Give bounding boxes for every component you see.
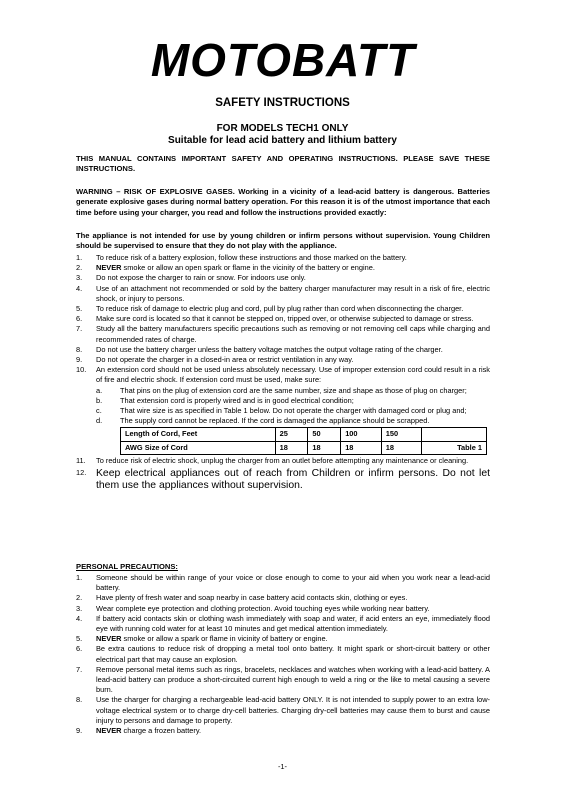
list-item [96, 416, 490, 426]
item-text [96, 644, 490, 664]
item-emphasis: NEVER [96, 726, 122, 736]
item-emphasis: NEVER [96, 263, 122, 273]
item-text [96, 263, 490, 273]
list-item [96, 406, 490, 416]
item-body: That wire size is as specified in Table 1 below. Do not operate the charger with damaged cord or plug and; [120, 406, 467, 416]
table-cell: 100 [341, 428, 382, 441]
item-text [96, 304, 490, 314]
item-number: 1. [76, 573, 83, 582]
item-text [96, 324, 490, 344]
suitable-subtitle: Suitable for lead acid battery and lithium battery [168, 135, 397, 146]
item-body: Make sure cord is located so that it cannot be stepped on, tripped over, or otherwise subjected to damage or stress. [96, 314, 474, 324]
item-body: charge a frozen battery. [121, 726, 202, 736]
item-number: 1. [76, 253, 83, 262]
table-cell: 150 [381, 428, 422, 441]
table-cell: 18 [381, 441, 422, 454]
manual-notice: THIS MANUAL CONTAINS IMPORTANT SAFETY AND OPERATING INSTRUCTIONS. PLEASE SAVE THESE INSTRUCTIONS. [76, 154, 490, 174]
item-body: Use of an attachment not recommended or sold by the battery charger manufacturer may result in a risk of fire, electric shock, or injury to persons. [96, 283, 490, 303]
item-text [120, 396, 490, 406]
item-number: c. [96, 406, 102, 416]
item-text [96, 365, 490, 385]
item-number: 6. [76, 644, 83, 654]
list-item [76, 665, 490, 696]
item-body: Have plenty of fresh water and soap nearby in case battery acid contacts skin, clothing or eyes. [96, 593, 408, 603]
item-text [120, 416, 490, 426]
item-body: Do not use the battery charger unless the battery voltage matches the output voltage rating of the charger. [96, 344, 443, 354]
list-item [76, 468, 490, 492]
list-item [76, 726, 490, 736]
item-text [96, 665, 490, 696]
table-cell [422, 428, 487, 441]
table-cell: Length of Cord, Feet [121, 428, 276, 441]
item-body: That extension cord is properly wired and is in good electrical condition; [120, 395, 354, 405]
item-body: To reduce risk of damage to electric plug and cord, pull by plug rather than cord when disconnecting the charger. [96, 304, 464, 314]
list-item [76, 604, 490, 614]
extension-cord-subitems [76, 386, 490, 427]
item-number: d. [96, 416, 103, 426]
item-text [96, 273, 490, 283]
item-body: smoke or allow a spark or flame in vicinity of battery or engine. [121, 634, 328, 644]
table-cell: 18 [308, 441, 341, 454]
item-number: 2. [76, 263, 83, 273]
table-cell: 18 [341, 441, 382, 454]
personal-precautions-list [76, 573, 490, 736]
item-body: Remove personal metal items such as rings, bracelets, necklaces and watches when working with a lead-acid battery. A lead-acid battery can produce a short-circuited current high enough to weld a ring or the like to metal causing a severe burn. [96, 664, 490, 695]
list-item [76, 253, 490, 263]
list-item [76, 304, 490, 314]
item-number: 11. [76, 455, 86, 465]
table-cell: 25 [275, 428, 308, 441]
table-row [121, 428, 487, 441]
item-text [120, 406, 490, 416]
item-text [96, 614, 490, 634]
item-text [96, 726, 490, 736]
item-text [96, 634, 490, 644]
item-body: Someone should be within range of your voice or close enough to come to your aid when you work near a lead-acid battery. [96, 573, 490, 593]
item-body: smoke or allow an open spark or flame in the vicinity of the battery or engine. [121, 263, 375, 273]
item-text [96, 314, 490, 324]
cord-table [120, 427, 487, 454]
list-item [76, 634, 490, 644]
item-text [96, 284, 490, 304]
item-number: 5. [76, 304, 83, 314]
item-number: 4. [76, 613, 83, 623]
logo-graphic [138, 36, 428, 86]
item-number: 3. [76, 603, 83, 613]
list-item [76, 314, 490, 324]
safety-items [76, 253, 490, 386]
item-body: Be extra cautions to reduce risk of dropping a metal tool onto battery. It might spark or short-circuit battery or other electrical part that may cause an explosion. [96, 644, 490, 664]
item-body: The supply cord cannot be replaced. If the cord is damaged the appliance should be scrapped. [120, 416, 430, 426]
personal-precautions-header: PERSONAL PRECAUTIONS: [76, 562, 178, 571]
item-body: Do not operate the charger in a closed-in area or restrict ventilation in any way. [96, 355, 354, 365]
item-number: 4. [76, 283, 83, 293]
item-number: 8. [76, 344, 83, 354]
item-text [96, 355, 490, 365]
item-text: To reduce risk of electric shock, unplug the charger from an outlet before attempting any maintenance or cleaning. [96, 455, 469, 465]
warning-paragraph: WARNING – RISK OF EXPLOSIVE GASES. Working in a vicinity of a lead-acid battery is dangerous. Batteries generate explosive gases during normal battery operation. For this reason it is of the utmost importance that each time before using your charger, you read and follow the instructions provided exactly: [76, 187, 490, 217]
table-cell: AWG Size of Cord [121, 441, 276, 454]
item-body: An extension cord should not be used unless absolutely necessary. Use of improper extension cord could result in a risk of fire and electric shock. If extension cord must be used, make sure: [96, 365, 490, 385]
table-row [121, 441, 487, 454]
item-number: b. [96, 395, 103, 405]
item-number: 9. [76, 726, 83, 736]
list-item [76, 593, 490, 603]
item-text [96, 345, 490, 355]
list-item [76, 263, 490, 273]
list-item [76, 456, 490, 466]
table-cell: 50 [308, 428, 341, 441]
list-item [76, 273, 490, 283]
item-number: 6. [76, 314, 83, 324]
page-number: -1- [277, 762, 288, 771]
table-cell: 18 [275, 441, 308, 454]
item-number: 7. [76, 324, 83, 334]
item-body: Study all the battery manufacturers specific precautions such as removing or not removing cell caps while charging and recommended rates of charge. [96, 324, 490, 344]
item-text [96, 593, 490, 603]
list-item [76, 365, 490, 385]
list-item [96, 396, 490, 406]
motobatt-logo [138, 36, 428, 86]
list-item [96, 386, 490, 396]
item-number: 8. [76, 695, 83, 705]
appliance-notice: The appliance is not intended for use by young children or infirm persons without supervision. Young Children should be supervised to ensure that they do not play with the appliance. [76, 231, 490, 251]
logo-text: MOTOBATT [150, 36, 416, 86]
item-text [96, 573, 490, 593]
safety-list [76, 253, 490, 492]
table-cell: Table 1 [422, 441, 487, 454]
list-item [76, 324, 490, 344]
list-item [76, 695, 490, 726]
item-body: Do not expose the charger to rain or snow. For indoors use only. [96, 273, 306, 283]
item-body: Wear complete eye protection and clothing protection. Avoid touching eyes while working near battery. [96, 603, 430, 613]
item-body: That pins on the plug of extension cord are the same number, size and shape as those of plug on charger; [120, 385, 467, 395]
item-number: 2. [76, 593, 83, 603]
item-emphasis: NEVER [96, 634, 122, 644]
list-item [76, 284, 490, 304]
item-number: 7. [76, 664, 83, 674]
item-number: a. [96, 385, 103, 395]
list-item [76, 345, 490, 355]
item-number: 10. [76, 365, 87, 375]
item-number: 9. [76, 355, 83, 365]
item-text [96, 253, 490, 263]
item-text [120, 386, 490, 396]
list-item [76, 573, 490, 593]
list-item [76, 355, 490, 365]
item-body: Use the charger for charging a rechargeable lead-acid battery ONLY. It is not intended to supply power to an extra low-voltage electrical system or to charge dry-cell batteries. Charging dry-cell batteries may cause them to burst and cause injury to persons and damage to property. [96, 695, 490, 725]
item-number: 3. [76, 273, 83, 283]
item-number: 12. [76, 468, 87, 478]
page-title: SAFETY INSTRUCTIONS [215, 97, 350, 109]
list-item [76, 644, 490, 664]
item-body: If battery acid contacts skin or clothing wash immediately with soap and water, if acid enters an eye, immediately flood eye with running cold water for at least 10 minutes and get medical attention immediately. [96, 613, 490, 634]
item-body: To reduce risk of a battery explosion, follow these instructions and those marked on the battery. [96, 253, 407, 262]
item-text: Keep electrical appliances out of reach from Children or infirm persons. Do not let them use the appliances without supervision. [96, 468, 490, 492]
models-subtitle: FOR MODELS TECH1 ONLY [216, 123, 349, 134]
item-text [96, 604, 490, 614]
list-item [76, 614, 490, 634]
item-text [96, 695, 490, 726]
item-number: 5. [76, 634, 83, 644]
